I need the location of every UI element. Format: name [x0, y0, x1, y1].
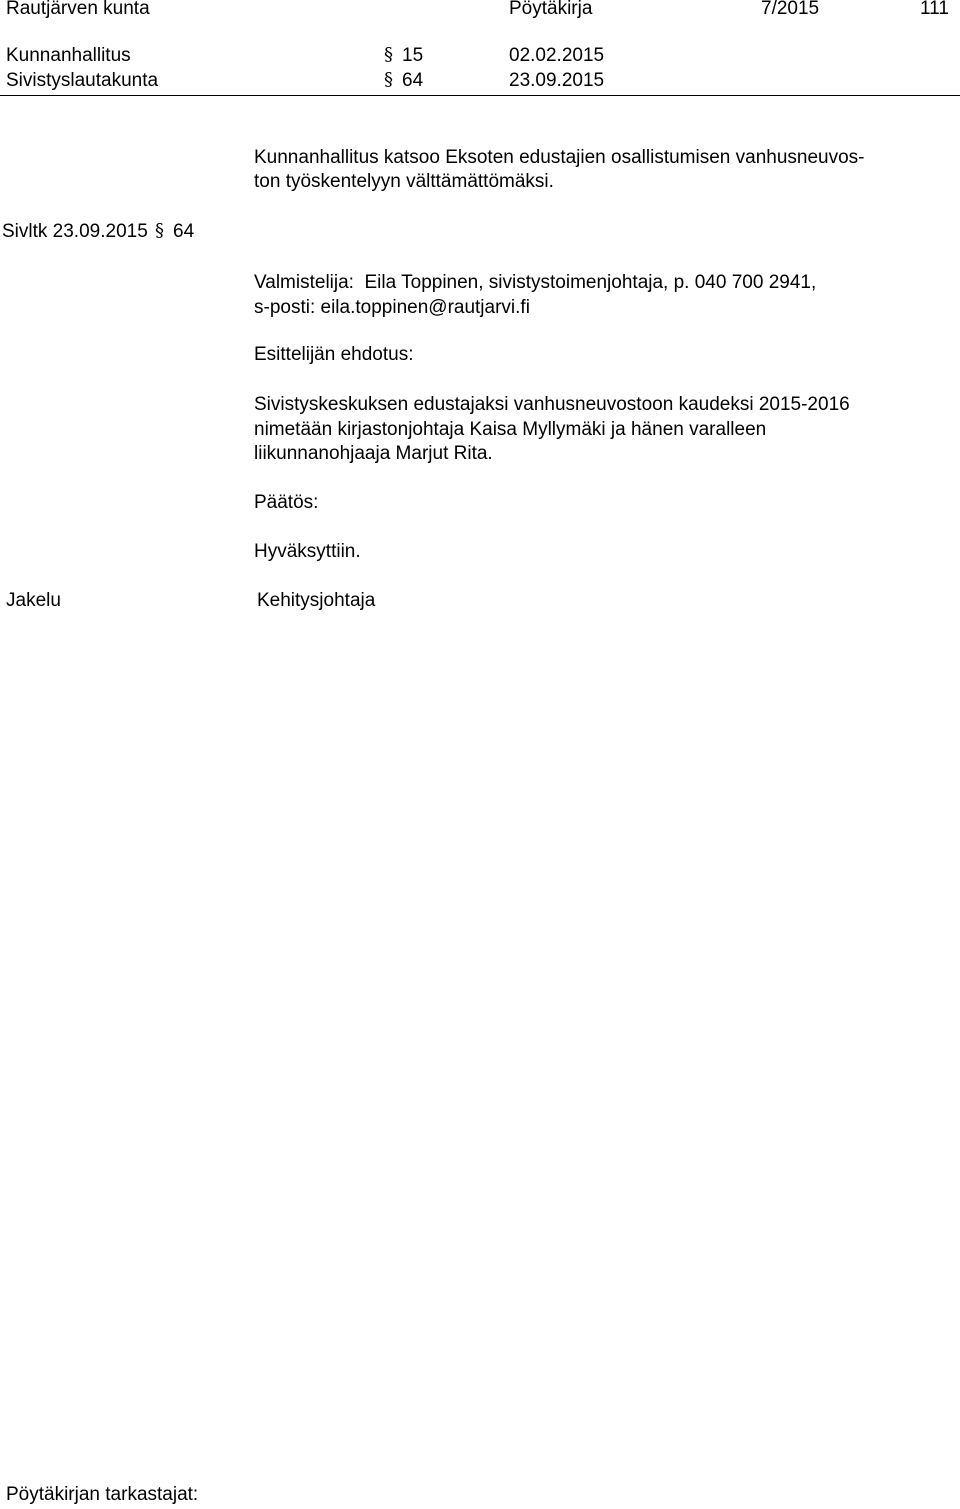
svg-text:§: § [384, 69, 393, 89]
issue-number: 7/2015 [761, 0, 820, 19]
document-type: Pöytäkirja [509, 0, 593, 19]
proposal-line: Sivistyskeskuksen edustajaksi vanhusneuvostoon kaudeksi 2015-2016 [254, 394, 850, 415]
inspectors-label: Pöytäkirjan tarkastajat: [6, 1484, 199, 1505]
svg-text:§: § [155, 220, 165, 240]
reference-date: 23.09.2015 [509, 70, 605, 91]
proposal-heading: Esittelijän ehdotus: [254, 344, 414, 365]
preparer-contact: s-posti: eila.toppinen@rautjarvi.fi [254, 297, 530, 318]
proposal-line: liikunnanohjaaja Marjut Rita. [254, 443, 493, 464]
reference-body: Sivistyslautakunta [6, 70, 159, 91]
side-reference [2, 220, 194, 244]
reference-section [384, 69, 423, 93]
side-reference-section: 64 [173, 221, 195, 242]
reference-body: Kunnanhallitus [6, 45, 131, 66]
decision-heading: Päätös: [254, 492, 319, 513]
board-note-line: ton työskentelyyn välttämättömäksi. [254, 171, 554, 192]
section-sign-icon [384, 44, 398, 64]
reference-date: 02.02.2015 [509, 45, 605, 66]
municipality-name: Rautjärven kunta [6, 0, 150, 19]
proposal-line: nimetään kirjastonjohtaja Kaisa Myllymäki ja hänen varalleen [254, 419, 767, 440]
board-note-line: Kunnanhallitus katsoo Eksoten edustajien osallistumisen vanhusneuvos- [254, 147, 865, 168]
header-divider [0, 95, 960, 96]
reference-section [384, 44, 423, 68]
section-sign-icon [155, 220, 169, 240]
section-sign-icon [384, 69, 398, 89]
reference-section-number: 64 [402, 70, 424, 91]
distribution-value: Kehitysjohtaja [257, 590, 376, 611]
side-reference-text: Sivltk 23.09.2015 [2, 221, 148, 242]
preparer-line: Valmistelija: Eila Toppinen, sivistystoimenjohtaja, p. 040 700 2941, [254, 272, 817, 293]
svg-text:§: § [384, 44, 393, 64]
distribution-label: Jakelu [6, 590, 61, 611]
page-number: 111 [920, 0, 949, 19]
decision-text: Hyväksyttiin. [254, 541, 361, 562]
reference-section-number: 15 [402, 45, 424, 66]
